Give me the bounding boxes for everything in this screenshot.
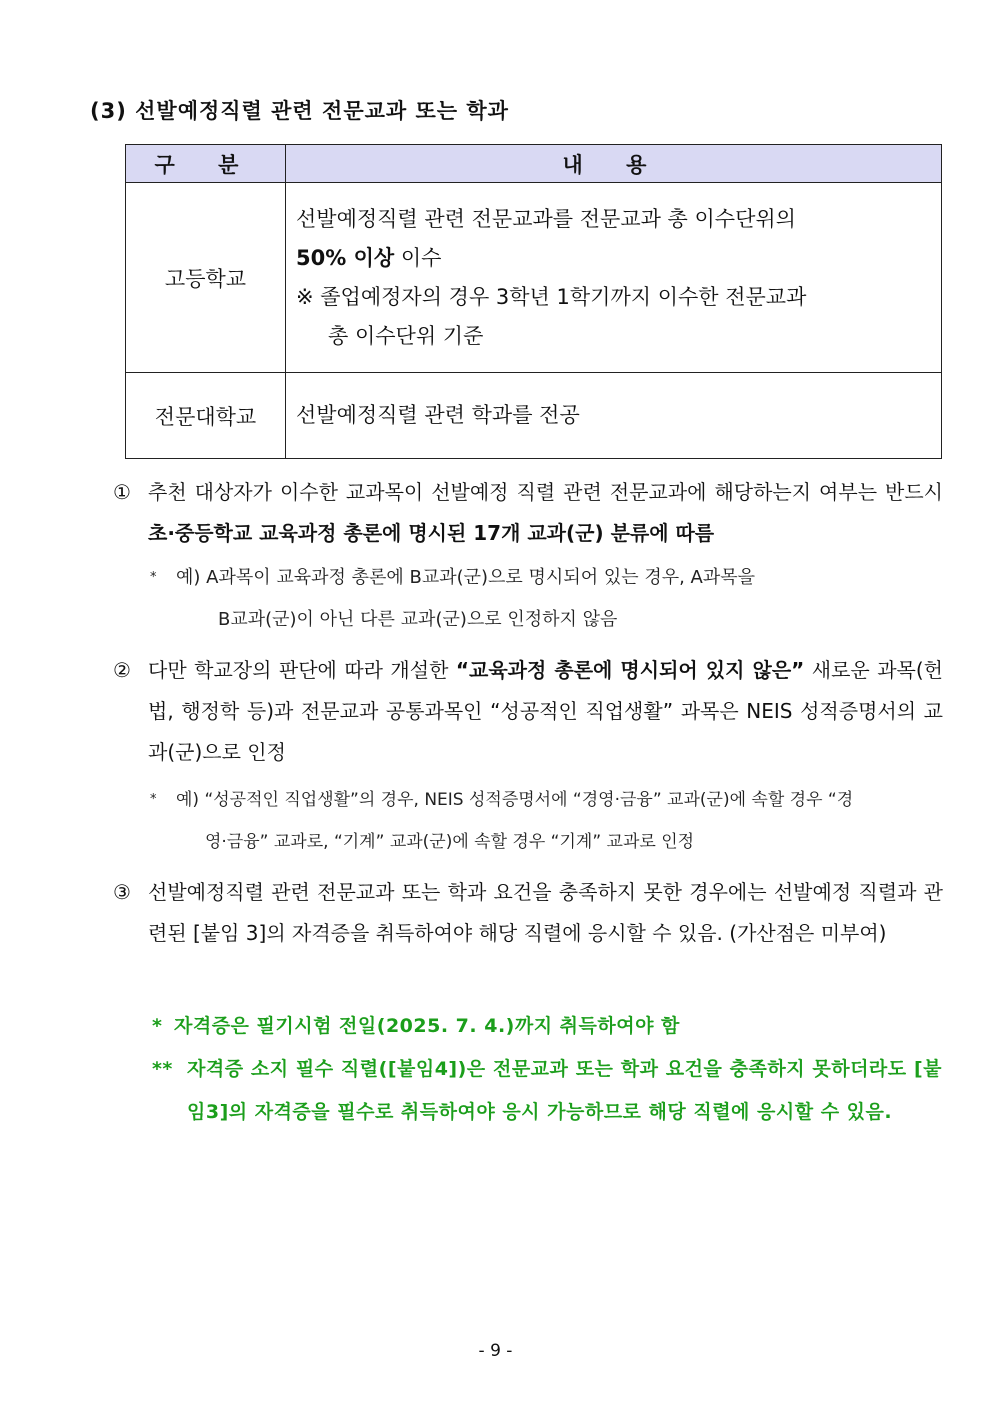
content-line: 선발예정직렬 관련 전문교과를 전문교과 총 이수단위의 (296, 206, 796, 231)
content-note: ※ 졸업예정자의 경우 3학년 1학기까지 이수한 전문교과 (296, 284, 807, 309)
item-text-emphasis: “교육과정 총론에 명시되어 있지 않은” (455, 658, 805, 682)
item-number: ③ (113, 880, 131, 904)
example-line: 예) A과목이 교육과정 총론에 B교과(군)으로 명시되어 있는 경우, A과목을 (176, 567, 756, 588)
example-line-continued: B교과(군)이 아닌 다른 교과(군)으로 인정하지 않음 (218, 609, 618, 630)
item-text: 선발예정직렬 관련 전문교과 또는 학과 요건을 충족하지 못한 경우에는 선발예정 직렬과 관련된 [붙임 3]의 자격증을 취득하여야 해당 직렬에 응시할 수 있음. (가산점은 미부여) (148, 880, 943, 945)
item-number: ① (113, 480, 131, 504)
header-content: 내 용 (286, 145, 942, 183)
content-text: 이수 (394, 245, 442, 270)
item-text (148, 650, 943, 773)
note-mark: ** (152, 1058, 173, 1080)
note-text: 자격증 소지 필수 직렬([붙임4])은 전문교과 또는 학과 요건을 충족하지 못하더라도 [붙임3]의 자격증을 필수로 취득하여야 응시 가능하므로 해당 직렬에 응시할 수 있음. (187, 1058, 942, 1123)
example-mark: * (150, 570, 157, 585)
example-mark: * (150, 792, 157, 807)
example-note (150, 779, 942, 863)
content-cell: 선발예정직렬 관련 학과를 전공 (286, 373, 942, 459)
list-item (113, 472, 943, 554)
example-line-continued: 영·금융” 교과로, “기계” 교과(군)에 속할 경우 “기계” 교과로 인정 (205, 832, 695, 852)
content-line (296, 239, 931, 278)
requirements-table (125, 144, 942, 459)
category-cell: 고등학교 (126, 183, 286, 373)
item-number: ② (113, 658, 131, 682)
item-text (148, 472, 943, 554)
list-item (113, 650, 943, 773)
table-row-high-school (126, 183, 942, 373)
page-number: - 9 - (478, 1341, 513, 1361)
emphasis-text: 50% 이상 (296, 245, 395, 270)
content-note-continued: 총 이수단위 기준 (328, 323, 484, 348)
example-note (150, 557, 942, 641)
item-text-plain: 다만 학교장의 판단에 따라 개설한 (148, 658, 456, 682)
note-text: 자격증은 필기시험 전일(2025. 7. 4.)까지 취득하여야 함 (174, 1015, 680, 1037)
category-cell: 전문대학교 (126, 373, 286, 459)
item-text-plain: 새로운 과목(헌법, 행정학 등)과 전문교과 공통과목인 “성공적인 직업생활” 과목은 NEIS 성적증명서의 교과(군)으로 인정 (148, 658, 943, 764)
green-note (152, 1048, 942, 1134)
item-text-emphasis: 초·중등학교 교육과정 총론에 명시된 17개 교과(군) 분류에 따름 (148, 521, 715, 545)
item-text-plain: 추천 대상자가 이수한 교과목이 선발예정 직렬 관련 전문교과에 해당하는지 여부는 반드시 (148, 480, 943, 504)
table-row-college (126, 373, 942, 459)
example-line: 예) “성공적인 직업생활”의 경우, NEIS 성적증명서에 “경영·금융” 교과(군)에 속할 경우 “경 (176, 790, 854, 810)
header-category: 구 분 (126, 145, 286, 183)
section-heading: (3) 선발예정직렬 관련 전문교과 또는 학과 (90, 99, 509, 123)
list-item (113, 872, 943, 954)
note-mark: * (152, 1015, 163, 1037)
green-note (152, 1005, 942, 1048)
content-cell (286, 183, 942, 373)
table-header-row (126, 145, 942, 183)
